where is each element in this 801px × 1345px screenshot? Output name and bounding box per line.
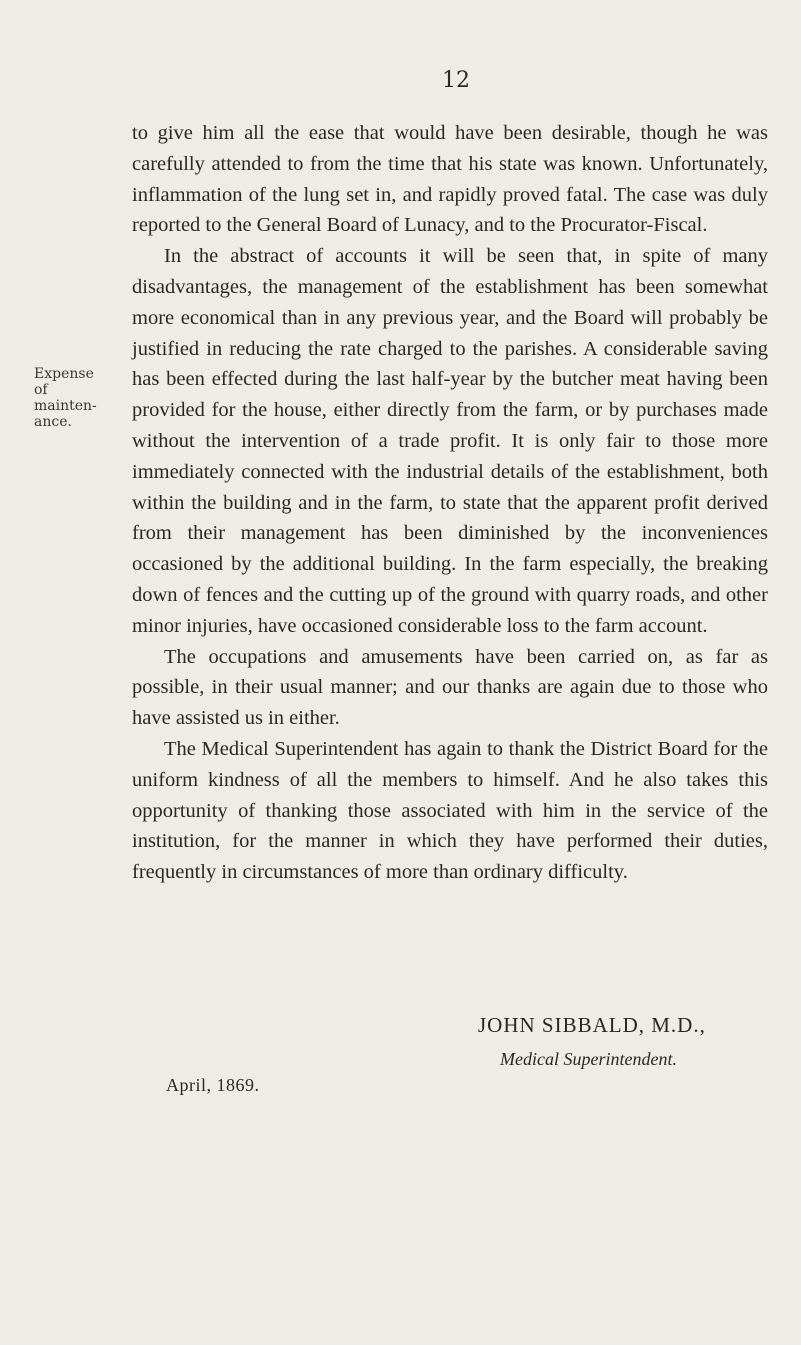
paragraph-1: to give him all the ease that would have been desirable, though he was carefully attended to from the time that his state was known. Unfortunately, inflammation of the lung set in, and rapidly proved fatal. The case was duly reported to the General Board of Lunacy, and to the Procurator-Fiscal.	[132, 122, 768, 237]
paragraph-4: The Medical Superintendent has again to thank the District Board for the uniform kindness of all the members to himself. And he also takes this opportunity of thanking those associated with him in the service of the institution, for the manner in which they have performed their duties, frequently in circumstances of more than ordinary difficulty.	[132, 737, 768, 884]
date-line: April, 1869.	[166, 1075, 260, 1095]
page-number: 12	[442, 68, 470, 93]
signature-title: Medical Superintendent.	[500, 1049, 677, 1069]
signature-name: JOHN SIBBALD, M.D.,	[478, 1013, 706, 1037]
body-text	[132, 118, 768, 888]
paragraph-3: The occupations and amusements have been carried on, as far as possible, in their usual manner; and our thanks are again due to those who have assisted us in either.	[132, 645, 768, 730]
paragraph-2: In the abstract of accounts it will be seen that, in spite of many disadvantages, the management of the establishment has been somewhat more economical than in any previous year, and the Board will probably be justified in reducing the rate charged to the parishes. A considerable saving has been effected during the last half-year by the butcher meat having been provided for the house, either directly from the farm, or by purchases made without the intervention of a trade profit. It is only fair to those more immediately connected with the industrial details of the establishment, both within the building and in the farm, to state that the apparent profit derived from their management has been diminished by the inconveniences occasioned by the additional building. In the farm especially, the breaking down of fences and the cutting up of the ground with quarry roads, and other minor injuries, have occasioned considerable loss to the farm account.	[132, 245, 768, 637]
margin-note: Expense of mainten-ance.	[34, 366, 97, 430]
